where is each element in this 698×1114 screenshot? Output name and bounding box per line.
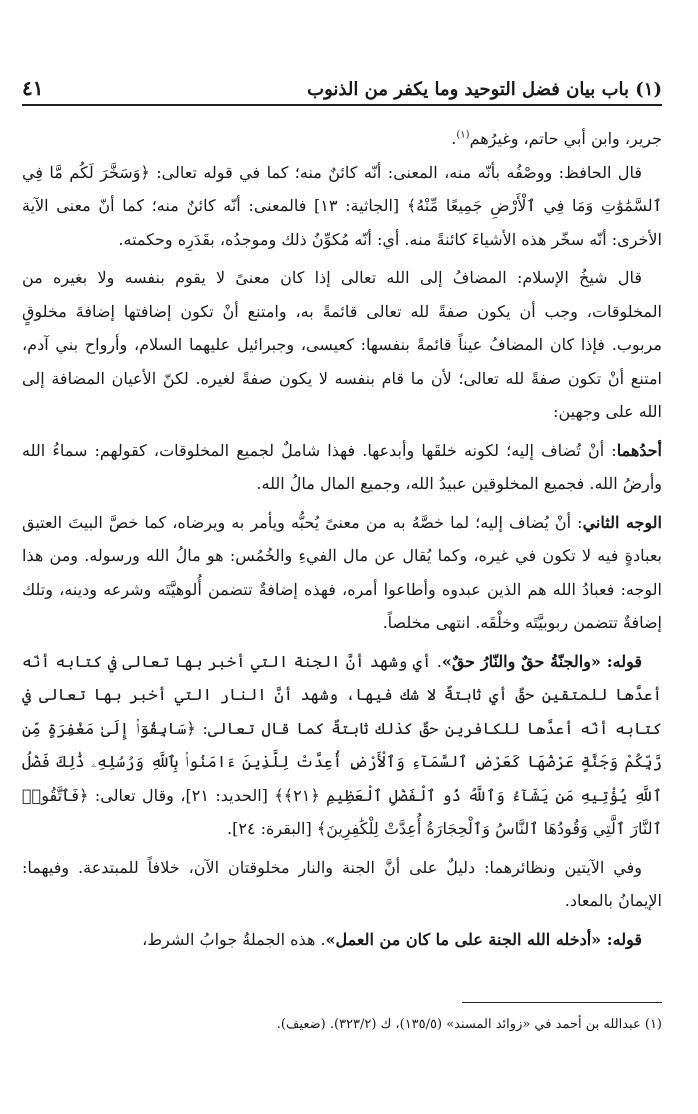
- paragraph-evidence: وفي الآيتين ونظائرهما: دليلٌ على أنَّ الجنة والنار مخلوقتان الآن، خلافاً للمبتدعة. وفيهما: الإيمانُ بالمعاد.: [22, 857, 662, 910]
- paragraph-lead: قوله: «والجنّةُ حقٌ والنّارُ حقٌ»: [441, 651, 643, 671]
- paragraph-second-aspect: الوجه الثاني: أنْ يُضاف إليه؛ لما خصَّهُ به من معنىً يُحبُّه ويأمر به ويرضاه، كما خصَّ البيتَ العتيق بعبادةٍ فيه لا تكون في غيره، وكما يُقال عن مال الفيءِ والخُمُس: هو مالُ الله ورسوله. ومن هذا الوجه: فعبادُ الله هم الذين عبدوه وأطاعوا أمره، فهذه إضافةٌ تتضمن أُلوهيَّتَه وشرعه ودينه، وتلك إضافةٌ تتضمن ربوبيَّتَه وخلْقَه. انتهى مخلصاً.: [22, 512, 663, 632]
- paragraph-admission: قوله: «أدخله الله الجنة على ما كان من العمل». هذه الجملةُ جوابُ الشرط،: [142, 929, 642, 949]
- page-number: ٤١: [22, 76, 44, 100]
- footnote: (١) عبدالله بن أحمد في «زوائد المسند» (١٣٥/٥)، ك (٣٢٣/٢). (ضعيف).: [276, 1017, 662, 1032]
- paragraph-lead: أحدُهما: [616, 440, 662, 460]
- paragraph-hafiz: قال الحافظ: ووصْفُه بأنّه منه، المعنى: أنّه كائنٌ منه؛ كما في قوله تعالى: ﴿وَسَخَّرَ لَكُم مَّا فِي ٱلسَّمَٰوَٰتِ وَمَا فِي ٱلْأَرْضِ جَمِيعًا مِّنْهُ﴾ [الجاثية: ١٣] فالمعنى: أنّه كائنٌ منه؛ كما أنّ معنى الآية الأخرى: أنّه سخّر هذه الأشياءَ كائنةً منه. أي: أنّه مُكوِّنُ ذلك وموجدُه، بقَدَرِه وحكمته.: [22, 162, 662, 249]
- paragraph-continuation: جرير، وابن أبي حاتم، وغيرُهم$^{(١)}$.: [451, 129, 662, 148]
- footnote-divider: [462, 1002, 662, 1003]
- header-divider: [22, 104, 662, 106]
- paragraph-shaykh-al-islam: قال شيخُ الإسلام: المضافُ إلى الله تعالى إذا كان معنىً لا يقوم بنفسه ولا بغيره من المخلوقات، وجب أن يكون صفةً لله تعالى قائمةً به، وامتنع أنْ تكون إضافتها إضافةَ مخلوقٍ مربوب. فإذا كان المضافُ عيناً قائمةً بنفسها: كعيسى، وجبرائيل عليهما السلام، وأرواح بني آدم، امتنع أنْ تكون صفةً لله تعالى؛ لأن ما قام بنفسه لا يكون صفةً لغيره. لكنّ الأعيان المضافة إلى الله على وجهين:: [22, 268, 662, 421]
- paragraph-paradise-hell: قوله: «والجنّةُ حقٌ والنّارُ حقٌ». أي وشهد أنَّ الجنة التي أخبر بها تعالى في كتابه أنّه أعدَّها للمتقين حقٌ أي ثابتةٌ لا شك فيها، وشهد أنَّ النار التي أخبر بها تعالى في كتابه أنّه أعدَّها للكافرين حقٌ كذلك ثابتةٌ كما قال تعالى: ﴿سَابِقُوٓا۟ إِلَىٰ مَغْفِرَةٍ مِّن رَّبِّكُمْ وَجَنَّةٍ عَرْضُهَا كَعَرْضِ ٱلسَّمَآءِ وَٱلْأَرْضِ أُعِدَّتْ لِلَّذِينَ ءَامَنُوا۟ بِٱللَّهِ وَرُسُلِهِۦ ذَٰلِكَ فَضْلُ ٱللَّهِ يُؤْتِيهِ مَن يَشَآءُ وَٱللَّهُ ذُو ٱلْفَضْلِ ٱلْعَظِيمِ ﴿٢١﴾﴾ [الحديد: ٢١]، وقال تعالى: ﴿فَٱتَّقُوا۟ ٱلنَّارَ ٱلَّتِي وَقُودُهَا ٱلنَّاسُ وَٱلْحِجَارَةُ أُعِدَّتْ لِلْكَٰفِرِينَ﴾ [البقرة: ٢٤].: [22, 651, 663, 838]
- paragraph-lead: الوجه الثاني: [582, 512, 663, 532]
- page-header: [22, 70, 662, 100]
- paragraph-lead: قوله: «أدخله الله الجنة على ما كان من العمل»: [325, 929, 642, 949]
- chapter-title: (١) باب بيان فضل التوحيد وما يكفر من الذنوب: [307, 79, 662, 100]
- footnote-marker: (١): [456, 129, 470, 141]
- main-text: [22, 122, 662, 956]
- paragraph-first-aspect: أحدُهما: أنْ تُضاف إليه؛ لكونه خلقَها وأبدعها. فهذا شاملٌ لجميع المخلوقات، كقولهم: سماءُ الله وأرضُ الله. فجميع المخلوقين عبيدُ الله، وجميع المال مالُ الله.: [22, 440, 662, 493]
